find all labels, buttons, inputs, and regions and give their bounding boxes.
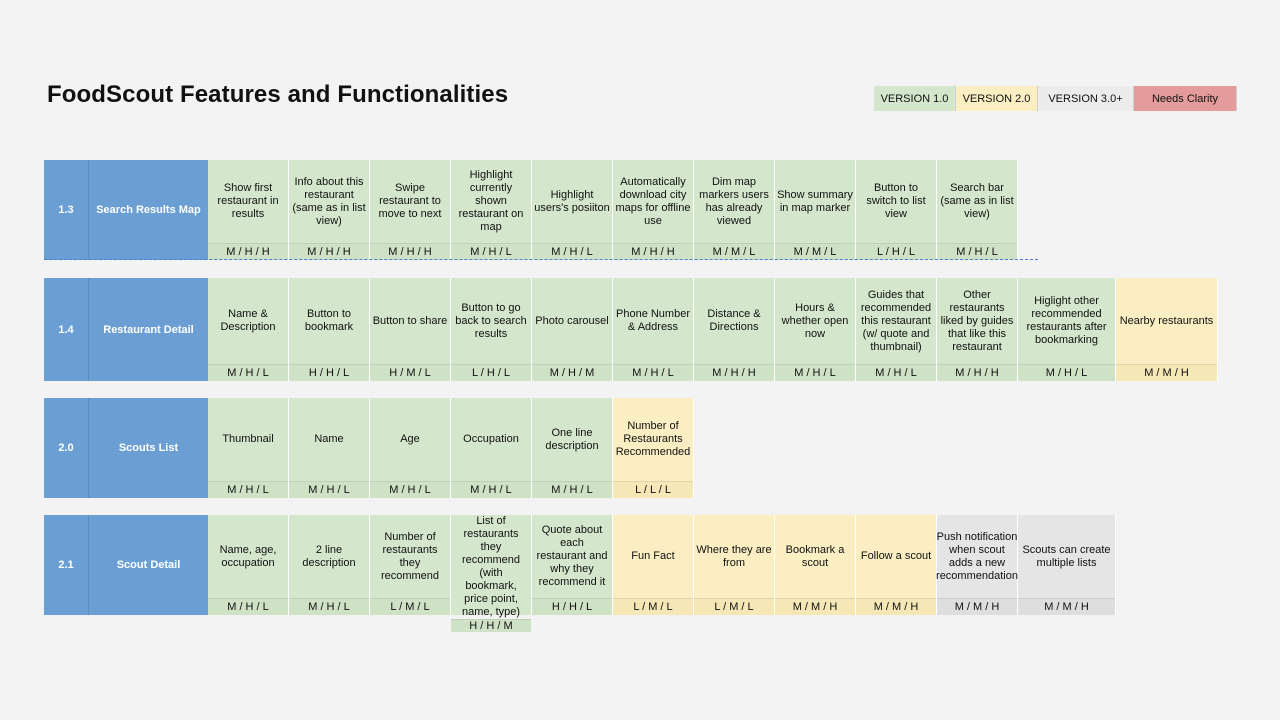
feature-rating: M / H / H — [370, 243, 450, 260]
feature-cell — [208, 160, 289, 260]
feature-cell — [289, 160, 370, 260]
feature-cell — [208, 278, 289, 381]
feature-cell — [613, 278, 694, 381]
feature-text: Fun Fact — [631, 550, 675, 562]
feature-cell — [532, 278, 613, 381]
feature-text: Highlight users's posiiton — [534, 188, 610, 214]
feature-rating: M / H / L — [532, 481, 612, 498]
feature-cell — [937, 160, 1018, 260]
feature-text: Bookmark a scout — [785, 543, 845, 569]
feature-cell — [370, 398, 451, 498]
feature-text: 2 line description — [302, 543, 356, 569]
feature-text: Search bar (same as in list view) — [940, 182, 1014, 220]
feature-cell — [370, 515, 451, 615]
feature-rating: M / H / H — [208, 243, 288, 260]
feature-text: One line description — [545, 426, 599, 452]
feature-text: Guides that recommended this restaurant (w/ quote and thumbnail) — [860, 288, 932, 353]
feature-rating: M / H / L — [289, 598, 369, 615]
feature-text: Show first restaurant in results — [217, 182, 279, 220]
feature-text: Button to go back to search results — [455, 301, 527, 340]
version-legend — [874, 86, 1237, 111]
feature-cell — [289, 398, 370, 498]
feature-rating: M / M / H — [775, 598, 855, 615]
feature-cell — [370, 160, 451, 260]
feature-rating: M / M / H — [856, 598, 936, 615]
feature-cell — [1018, 515, 1116, 615]
feature-rating: L / H / L — [856, 243, 936, 260]
feature-text: Quote about each restaurant and why they recommend it — [536, 524, 608, 588]
feature-text: Age — [400, 433, 420, 445]
feature-cell — [532, 160, 613, 260]
feature-rating: M / H / L — [289, 481, 369, 498]
feature-text: Follow a scout — [860, 550, 932, 562]
feature-rating: L / L / L — [613, 481, 693, 498]
feature-text: Show summary in map marker — [777, 188, 853, 214]
feature-cell — [289, 278, 370, 381]
feature-rating: H / H / L — [532, 598, 612, 615]
feature-rating: M / H / L — [775, 364, 855, 381]
feature-rating: H / H / M — [451, 619, 531, 632]
feature-cell — [451, 398, 532, 498]
feature-rating: M / H / L — [208, 598, 288, 615]
feature-cell — [208, 515, 289, 615]
feature-rating: M / M / H — [1018, 598, 1115, 615]
feature-rating: L / M / L — [694, 598, 774, 615]
feature-text: Occupation — [463, 433, 519, 445]
feature-text: Distance & Directions — [707, 308, 761, 333]
feature-cell — [775, 160, 856, 260]
feature-cell — [1018, 278, 1116, 381]
legend-version-1: VERSION 1.0 — [874, 86, 956, 111]
feature-text: Thumbnail — [222, 433, 274, 445]
feature-rating: M / H / H — [613, 243, 693, 260]
section-name: Search Results Map — [89, 160, 208, 260]
feature-text: Photo carousel — [535, 314, 609, 327]
feature-rating: H / M / L — [370, 364, 450, 381]
section-id: 1.4 — [44, 278, 89, 381]
feature-text: Other restaurants liked by guides that like this restaurant — [940, 288, 1014, 353]
section-id: 1.3 — [44, 160, 89, 260]
feature-text: Button to bookmark — [304, 308, 354, 333]
feature-text: Button to switch to list view — [866, 182, 926, 220]
feature-rating: M / H / L — [451, 481, 531, 498]
feature-text: Name — [314, 433, 344, 445]
feature-rating: M / M / H — [1116, 364, 1217, 381]
feature-text: Nearby restaurants — [1119, 314, 1214, 327]
feature-rating: M / H / L — [208, 481, 288, 498]
section-id: 2.0 — [44, 398, 89, 498]
feature-text: Name, age, occupation — [219, 543, 277, 569]
feature-cell — [289, 515, 370, 615]
section-name: Scouts List — [89, 398, 208, 498]
legend-version-2: VERSION 2.0 — [956, 86, 1038, 111]
feature-text: Button to share — [372, 314, 448, 327]
feature-rating: M / M / L — [775, 243, 855, 260]
feature-cell — [856, 278, 937, 381]
selection-dashed-border — [44, 259, 1038, 260]
feature-text: Info about this restaurant (same as in list view) — [292, 175, 366, 227]
feature-text: List of restaurants they recommend (with bookmark, price point, name, type) — [461, 515, 521, 618]
feature-rating: M / M / L — [694, 243, 774, 260]
feature-cell — [208, 398, 289, 498]
feature-rating: L / M / L — [370, 598, 450, 615]
feature-cell — [370, 278, 451, 381]
feature-text: Number of Restaurants Recommended — [615, 420, 691, 458]
feature-rating: M / M / H — [937, 598, 1017, 615]
feature-rating: M / H / H — [937, 364, 1017, 381]
feature-cell — [451, 515, 532, 632]
feature-rating: M / H / L — [208, 364, 288, 381]
feature-cell — [856, 160, 937, 260]
feature-text: Hours & whether open now — [781, 301, 849, 340]
feature-rating: M / H / H — [694, 364, 774, 381]
feature-cell — [1116, 278, 1218, 381]
feature-text: Name & Description — [220, 308, 276, 333]
feature-cell — [775, 278, 856, 381]
section-restaurant-detail — [44, 278, 1218, 381]
feature-rating: L / M / L — [613, 598, 693, 615]
feature-cell — [613, 160, 694, 260]
feature-text: Where they are from — [696, 543, 772, 569]
feature-cell — [694, 278, 775, 381]
page-title: FoodScout Features and Functionalities — [47, 81, 509, 108]
section-scouts-list — [44, 398, 694, 498]
feature-rating: M / H / L — [451, 243, 531, 260]
feature-rating: M / H / L — [1018, 364, 1115, 381]
feature-text: Automatically download city maps for offline use — [615, 175, 691, 227]
legend-version-3: VERSION 3.0+ — [1038, 86, 1134, 111]
section-name: Restaurant Detail — [89, 278, 208, 381]
feature-rating: M / H / M — [532, 364, 612, 381]
feature-rating: M / H / L — [856, 364, 936, 381]
feature-cell — [856, 515, 937, 615]
feature-cell — [937, 278, 1018, 381]
feature-text: Highlight currently shown restaurant on map — [458, 169, 524, 233]
feature-cell — [694, 515, 775, 615]
feature-cell — [937, 515, 1018, 615]
feature-text: Dim map markers users has already viewed — [699, 175, 769, 227]
feature-text: Swipe restaurant to move to next — [378, 182, 442, 220]
section-id: 2.1 — [44, 515, 89, 615]
feature-cell — [532, 515, 613, 615]
feature-rating: L / H / L — [451, 364, 531, 381]
feature-cell — [451, 160, 532, 260]
feature-cell — [451, 278, 532, 381]
feature-text: Push notification when scout adds a new recommendation — [936, 530, 1018, 582]
legend-needs-clarity: Needs Clarity — [1134, 86, 1237, 111]
feature-text: Higlight other recommended restaurants after bookmarking — [1026, 295, 1107, 346]
feature-cell — [694, 160, 775, 260]
section-search-results-map — [44, 160, 1018, 260]
feature-rating: M / H / L — [937, 243, 1017, 260]
section-name: Scout Detail — [89, 515, 208, 615]
feature-rating: M / H / L — [532, 243, 612, 260]
feature-rating: H / H / L — [289, 364, 369, 381]
feature-cell — [613, 398, 694, 498]
feature-rating: M / H / L — [370, 481, 450, 498]
section-scout-detail — [44, 515, 1116, 632]
feature-text: Scouts can create multiple lists — [1022, 543, 1111, 569]
feature-text: Number of restaurants they recommend — [380, 530, 440, 582]
feature-rating: M / H / H — [289, 243, 369, 260]
feature-cell — [613, 515, 694, 615]
feature-cell — [532, 398, 613, 498]
feature-text: Phone Number & Address — [616, 308, 690, 333]
feature-cell — [775, 515, 856, 615]
feature-rating: M / H / L — [613, 364, 693, 381]
